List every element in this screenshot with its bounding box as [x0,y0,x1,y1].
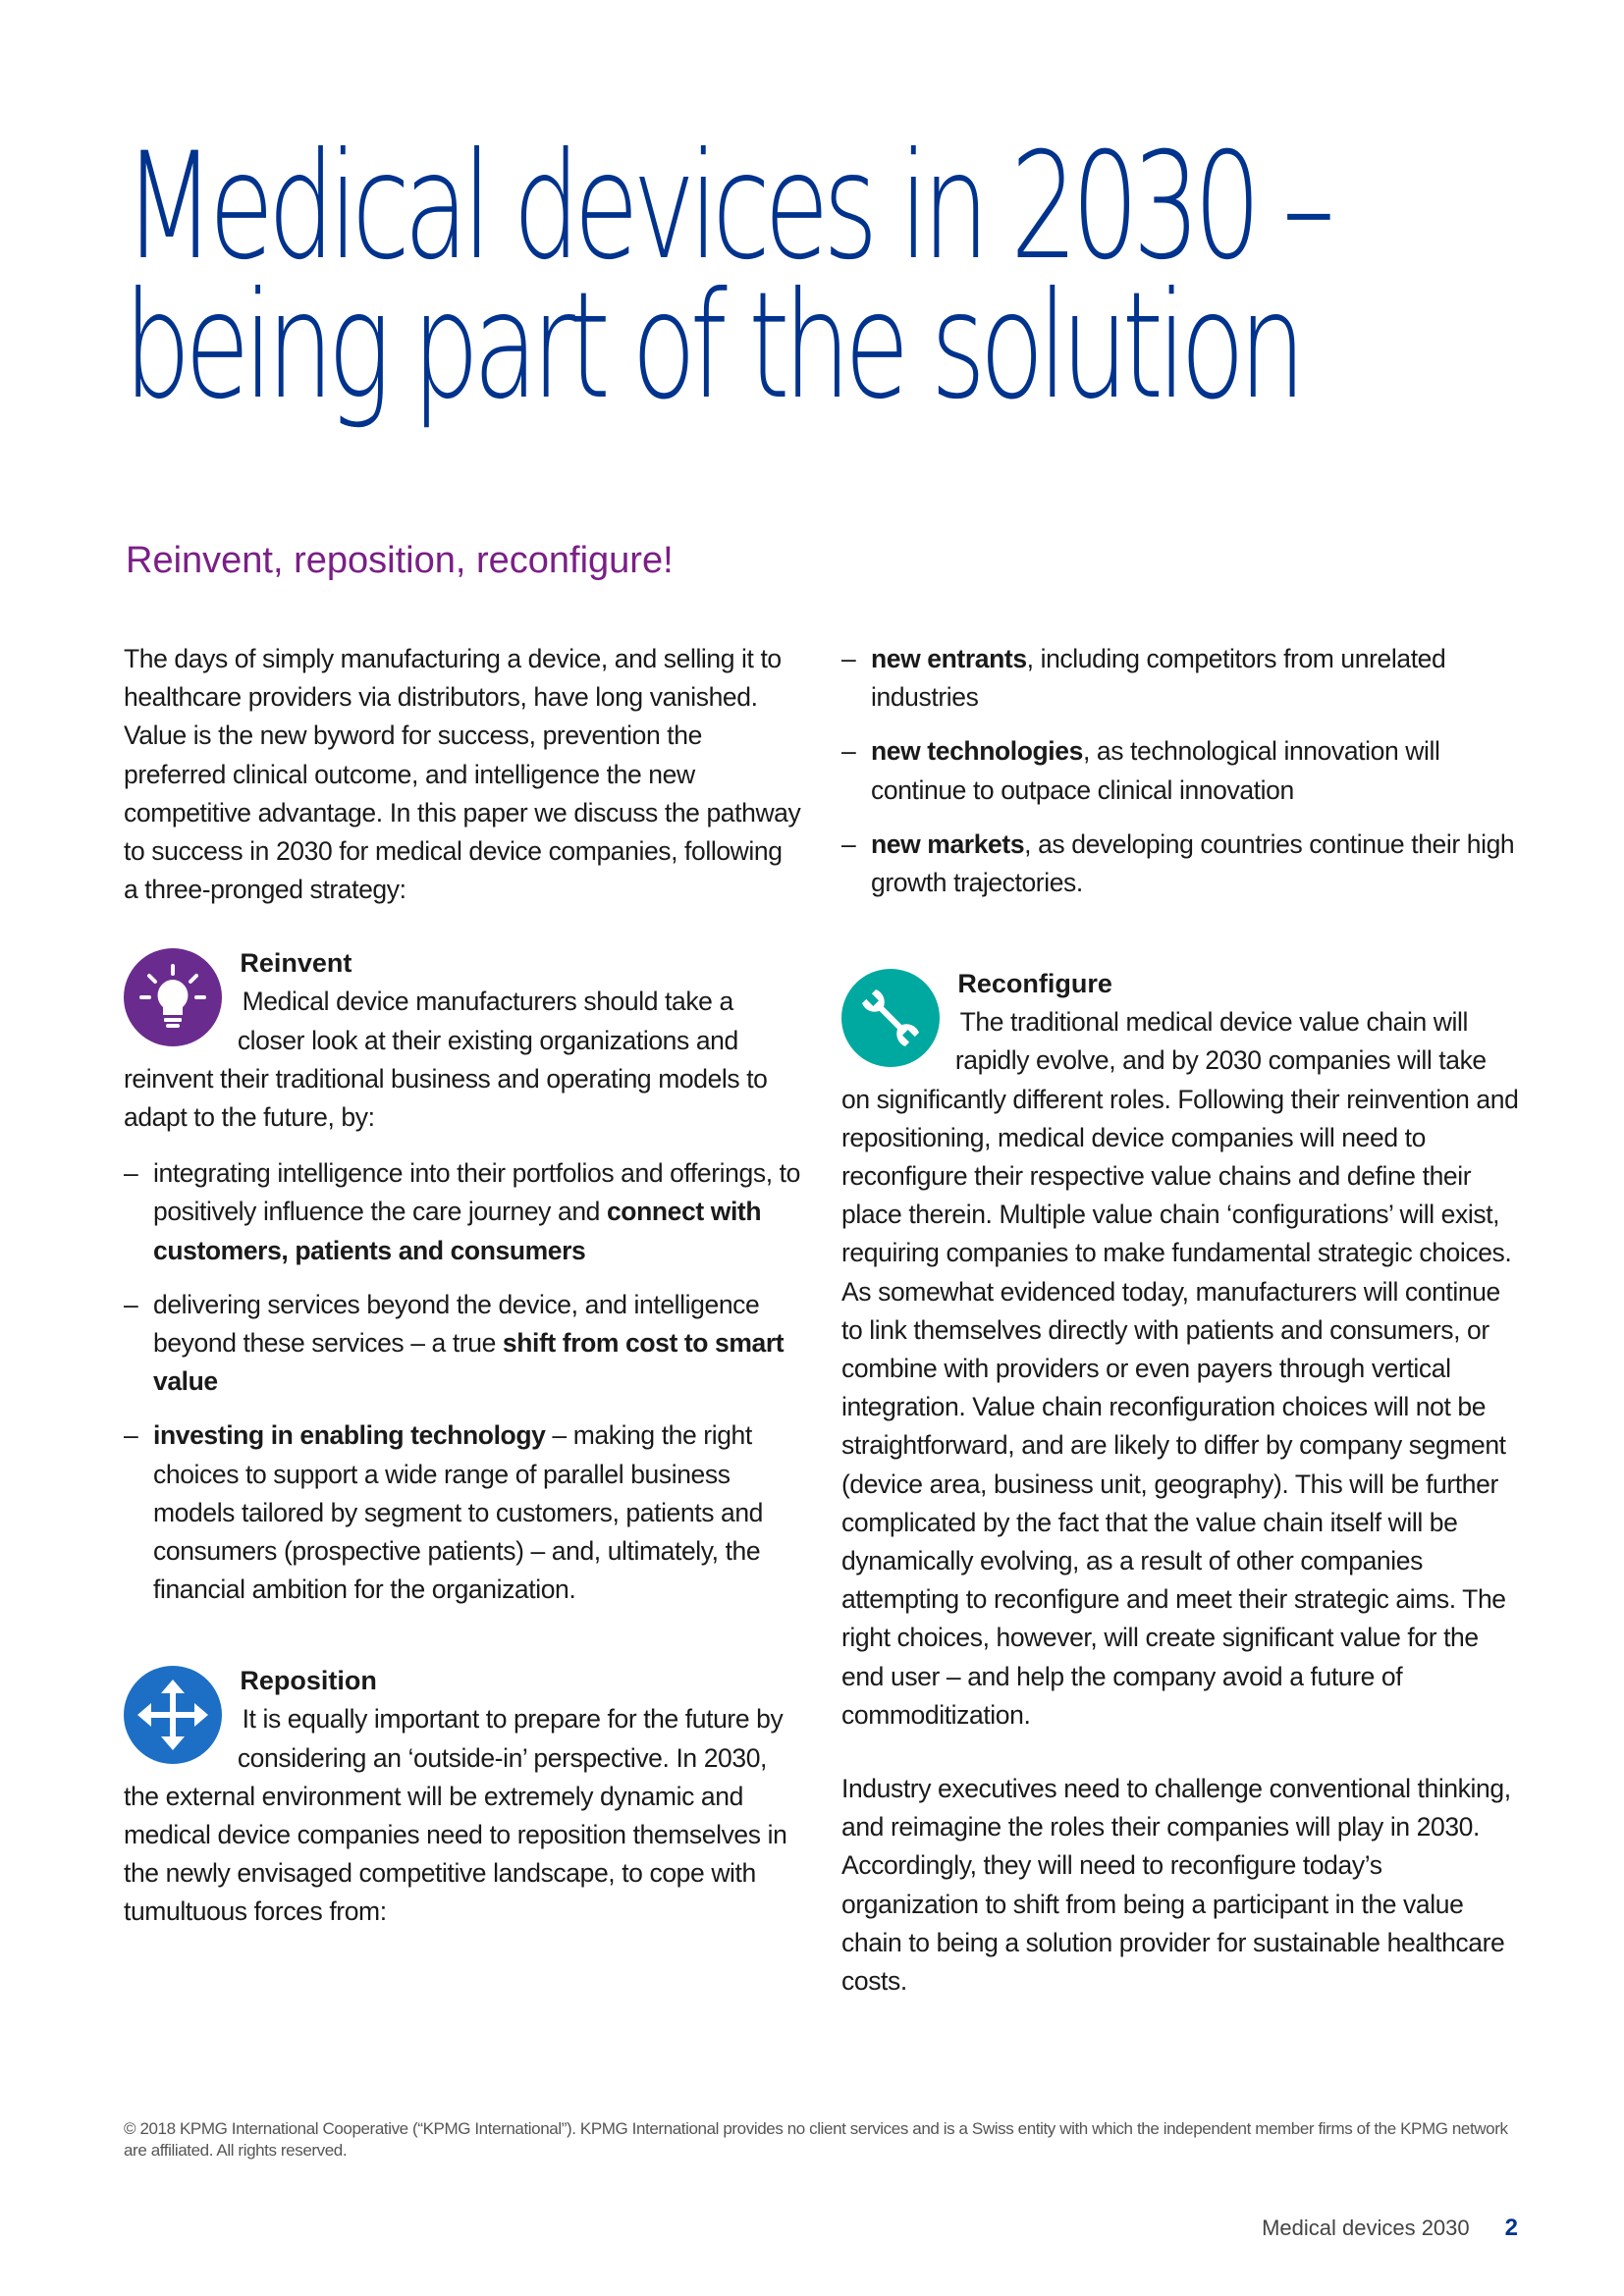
reinvent-section [124,944,801,1137]
reposition-body: It is equally important to prepare for the future by considering an ‘outside-in’ perspective. In 2030, the external environment will be extremely dynamic and medical device companies need to reposition themselves in the newly envisaged competitive landscape, to cope with tumultuous forces from: [124,1704,787,1927]
list-item: – investing in enabling technology – making the right choices to support a wide range of parallel business models tailored by segment to customers, patients and consumers (prospective patients) – and, ultimately, the financial ambition for the organization. [124,1420,764,1605]
reposition-heading: Reposition [240,1666,377,1696]
copyright-notice: © 2018 KPMG International Cooperative (“KPMG International”). KPMG International provides no client services and is a Swiss entity with which the independent member firms of the KPMG network are affiliated. All rights reserved. [124,2119,1508,2160]
reconfigure-body: The traditional medical device value chain will rapidly evolve, and by 2030 companies will take on significantly different roles. Following their reinvention and repositioning, medical device companies will need to reconfigure their respective value chains and define their place therein. Multiple value chain ‘configurations’ will exist, requiring companies to make fundamental strategic choices. As somewhat evidenced today, manufacturers will continue to link themselves directly with patients and consumers, or combine with providers or even payers through vertical integration. Value chain reconfiguration choices will not be straightforward, and are likely to differ by company segment (device area, business unit, geography). This will be further complicated by the fact that the value chain itself will be dynamically evolving, as a result of other companies attempting to reconfigure and meet their strategic aims. The right choices, however, will create significant value for the end user – and help the company avoid a future of commoditization. [841,1007,1519,1730]
closing-paragraph: Industry executives need to challenge conventional thinking, and reimagine the roles their companies will play in 2030. Accordingly, they will need to reconfigure today’s organization to shift from being a participant in the value chain to being a solution provider for sustainable healthcare costs. [841,1774,1511,1997]
subtitle: Reinvent, reposition, reconfigure! [126,540,674,581]
right-column [841,640,1519,2036]
reinvent-heading: Reinvent [240,948,352,979]
list-item: – new entrants, including competitors from unrelated industries [841,644,1446,713]
left-column [124,640,801,1967]
reposition-section [124,1662,801,1931]
reinvent-body: Medical device manufacturers should take a closer look at their existing organizations and reinvent their traditional business and operating models to adapt to the future, by: [124,987,768,1133]
intro-paragraph: The days of simply manufacturing a device, and selling it to healthcare providers via distributors, have long vanished. Value is the new byword for success, prevention the preferred clinical outcome, and intelligence the new competitive advantage. In this paper we discuss the pathway to success in 2030 for medical device companies, following a three-pronged strategy: [124,644,801,905]
list-item: – new technologies, as technological innovation will continue to outpace clinical innovation [841,736,1440,805]
title-line-2: being part of the solution [124,261,1300,432]
list-item: – delivering services beyond the device, and intelligence beyond these services – a true shift from cost to smart value [124,1289,785,1397]
list-item: – new markets, as developing countries continue their high growth trajectories. [841,828,1515,898]
move-arrows-icon [124,1666,222,1764]
list-item: – integrating intelligence into their portfolios and offerings, to positively influence the care journey and connect with customers, patients and consumers [124,1158,800,1265]
page-footer [1262,2215,1518,2242]
reconfigure-section [841,965,1519,1735]
reinvent-list [124,1154,801,1609]
wrench-icon [841,969,940,1067]
page-number: 2 [1504,2215,1518,2241]
document-name: Medical devices 2030 [1262,2216,1470,2240]
title-line-1: Medical devices in 2030 – [124,122,1329,293]
lightbulb-icon [124,948,222,1046]
page-title [124,122,1329,432]
reposition-forces-list [841,640,1519,902]
reconfigure-heading: Reconfigure [957,969,1112,999]
